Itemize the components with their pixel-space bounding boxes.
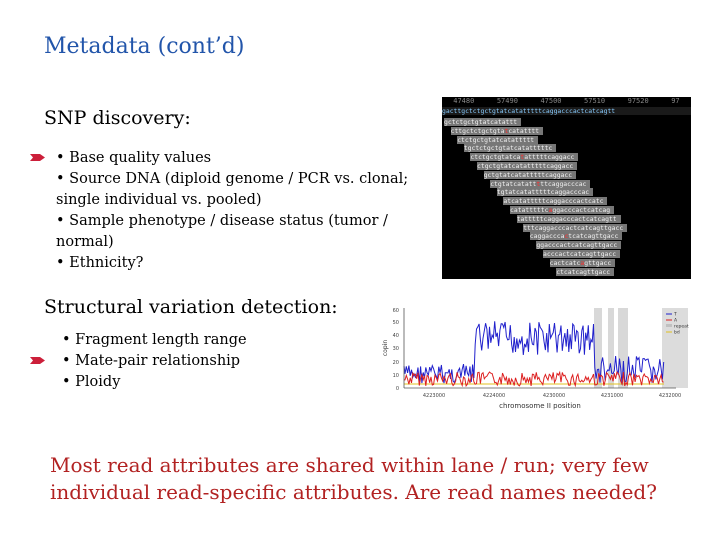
aligned-read: cactcatcagttgacc bbox=[550, 259, 616, 267]
ruler-label: 47480 bbox=[453, 97, 475, 105]
list-item: • Source DNA (diploid genome / PCR vs. clonal; single individual vs. pooled) bbox=[56, 171, 409, 208]
x-axis-label: chromosome II position bbox=[499, 402, 581, 410]
y-tick-label: 0 bbox=[395, 386, 399, 392]
y-axis-label: copin bbox=[382, 339, 389, 357]
aligned-read: tatttttcaggacccactcatcagtt bbox=[517, 215, 621, 223]
slide-title: Metadata (cont’d) bbox=[44, 34, 245, 59]
x-tick-label: 4231000 bbox=[600, 393, 624, 399]
legend-label: T bbox=[674, 312, 677, 318]
mismatch-base: t bbox=[504, 126, 509, 135]
y-tick-label: 60 bbox=[392, 308, 399, 314]
legend-label: A bbox=[674, 318, 678, 324]
aligned-read: ctcatcagttgacc bbox=[556, 268, 614, 276]
aligned-read: ggacccactcatcagttgacc bbox=[536, 241, 621, 249]
aligned-read: tgtatcatatttttcaggacccac bbox=[497, 188, 593, 196]
aligned-read: atcatatttttcaggacccactcatc bbox=[503, 197, 607, 205]
coverage-plot-image bbox=[374, 306, 694, 416]
aligned-read: acccactcatcagttgacc bbox=[543, 250, 620, 258]
list-item: • Ploidy bbox=[62, 374, 121, 390]
snp-discovery-heading: SNP discovery: bbox=[44, 107, 191, 129]
y-tick-label: 20 bbox=[392, 360, 399, 366]
ruler-label: 57490 bbox=[496, 97, 518, 105]
mismatch-base: a bbox=[580, 258, 585, 267]
footer-note: Most read attributes are shared within lane / run; very few individual read-specific attributes. Are read names needed? bbox=[50, 453, 657, 504]
ruler-label: 57510 bbox=[584, 97, 606, 105]
bullet-arrow-icon bbox=[30, 153, 45, 162]
reference-sequence: gacttgctctgctgtatcatatttttcaggacccactcatcagtt bbox=[442, 107, 691, 115]
aligned-read: tttcaggacccactcatcagttgacc bbox=[523, 224, 627, 232]
list-item: • Mate-pair relationship bbox=[62, 353, 241, 369]
aligned-read: tgctctgctgtatcatatttttc bbox=[464, 144, 557, 152]
legend-label: repeat bbox=[674, 324, 689, 330]
legend-label: bd bbox=[674, 330, 680, 336]
aligned-read: ctgtatcatatttttcaggacccac bbox=[490, 180, 590, 188]
aligned-read: catatttttcaggacccactcatcag bbox=[510, 206, 614, 214]
list-item: • Fragment length range bbox=[62, 332, 247, 348]
aligned-read: ctgctgtatcatatttttcaggacc bbox=[477, 162, 577, 170]
sv-bullet-list bbox=[62, 330, 362, 393]
y-tick-label: 10 bbox=[392, 373, 399, 379]
x-tick-label: 4224000 bbox=[482, 393, 506, 399]
snp-bullet-list bbox=[56, 148, 426, 274]
aligned-read: ctctgctgtatcatatttttcaggacc bbox=[470, 153, 578, 161]
aligned-read: cttgctctgctgtatcatatttt bbox=[451, 127, 544, 135]
list-item: • Base quality values bbox=[56, 150, 212, 166]
aligned-read: gctctgctgtatcatattt bbox=[444, 118, 521, 126]
list-item: • Sample phenotype / disease status (tumor / normal) bbox=[56, 213, 388, 250]
structural-variation-heading: Structural variation detection: bbox=[44, 296, 338, 318]
aligned-read: caggacccactcatcagttgacc bbox=[530, 232, 623, 240]
mismatch-base: t bbox=[536, 179, 541, 188]
aligned-read: gctgtatcatatttttcaggacc bbox=[484, 171, 577, 179]
read-alignment-image bbox=[442, 97, 691, 279]
x-tick-label: 4223000 bbox=[422, 393, 446, 399]
bullet-arrow-icon bbox=[30, 356, 45, 365]
aligned-read: ctctgctgtatcatattttt bbox=[457, 136, 538, 144]
list-item: • Ethnicity? bbox=[56, 255, 144, 271]
y-tick-label: 40 bbox=[392, 333, 399, 339]
ruler-label: 47500 bbox=[540, 97, 562, 105]
mismatch-base: c bbox=[564, 232, 569, 241]
ruler-label: 97520 bbox=[627, 97, 649, 105]
y-tick-label: 30 bbox=[392, 346, 399, 352]
ruler-label: 97 bbox=[671, 97, 680, 105]
y-tick-label: 50 bbox=[392, 320, 399, 326]
alignment-ruler bbox=[442, 97, 691, 106]
mismatch-base: a bbox=[548, 206, 553, 214]
x-tick-label: 4232000 bbox=[658, 393, 682, 399]
mismatch-base: t bbox=[520, 153, 525, 162]
x-tick-label: 4230000 bbox=[542, 393, 566, 399]
